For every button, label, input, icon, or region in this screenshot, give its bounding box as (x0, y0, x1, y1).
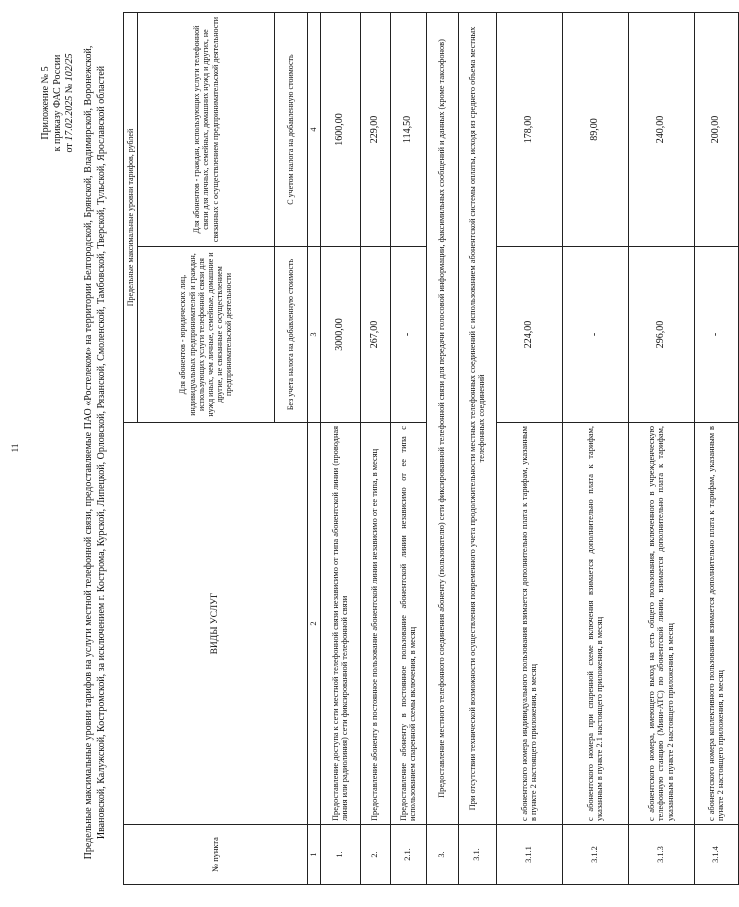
date-prefix: от (64, 143, 75, 153)
header-services: ВИДЫ УСЛУГ (124, 423, 308, 825)
table-row (562, 12, 628, 884)
service-description: Предоставление доступа к сети местной телефонной связи независимо от типа абонентской линии (проводная линия или радиолиния) сети фиксированной телефонной связи (320, 423, 360, 825)
table-row (496, 12, 562, 884)
header-vat-included: С учетом налога на добавленную стоимость (275, 12, 308, 246)
tariff-vat-included: 200,00 (694, 12, 738, 246)
item-number: 3.1. (458, 825, 496, 885)
tariff-table (123, 12, 739, 885)
header-category-citizens: Для абонентов - граждан, использующих услуги телефонной связи для личных, семейных, домашних нужд и других, не связанных с осуществлением предпринимательской деятельности (138, 12, 275, 246)
service-description: с абонентского номера коллективного пользования взимается дополнительно плата к тарифам, указанным в пункте 2 настоящего приложения, в месяц (694, 423, 738, 825)
item-number: 3.1.1 (496, 825, 562, 885)
tariff-vat-included: 1600,00 (320, 12, 360, 246)
table-row (628, 12, 694, 884)
table-row (426, 12, 458, 884)
tariff-vat-excluded: 3000,00 (320, 247, 360, 423)
appendix-title: Приложение № 5 (40, 66, 51, 140)
service-description: с абонентского номера, имеющего выход на сеть общего пользования, включенного в учрежденческую телефонную станцию (Мини-АТС) по абонентской линии, взимается дополнительно плата к тарифам, указанным в пункте 2 настоящего приложения, в месяц (628, 423, 694, 825)
item-number: 3.1.4 (694, 825, 738, 885)
service-description: Предоставление абоненту в постоянное пользование абонентской линии независимо от ее типа, в месяц (360, 423, 390, 825)
appendix-header (40, 18, 76, 188)
table-row (458, 12, 496, 884)
appendix-order-ref: к приказу ФАС России (52, 54, 63, 152)
service-description: с абонентского номера индивидуального пользования взимается дополнительно плата к тарифам, указанным в пункте 2 настоящего приложения, в месяц (496, 423, 562, 825)
item-number: 1. (320, 825, 360, 885)
item-number: 3. (426, 825, 458, 885)
table-row (320, 12, 360, 884)
tariff-vat-excluded: 267,00 (360, 247, 390, 423)
tariff-vat-excluded: - (694, 247, 738, 423)
table-row (694, 12, 738, 884)
tariff-vat-excluded: - (562, 247, 628, 423)
service-description: с абонентского номера при спаренной схеме включения взимается дополнительно плата к тарифам, указанным в пункте 2.1 настоящего приложения, в месяц (562, 423, 628, 825)
column-index: 3 (308, 247, 321, 423)
section-heading: При отсутствии технической возможности осуществления повременного учета продолжительности местных телефонных соединений с использованием абонентской системы оплаты, исходя из среднего объема местных телефонных соединений (458, 12, 496, 824)
item-number: 3.1.3 (628, 825, 694, 885)
tariff-vat-included: 114,50 (390, 12, 426, 246)
header-item-number: № пункта (124, 825, 308, 885)
order-number: 102/25 (64, 53, 75, 82)
column-index: 1 (308, 825, 321, 885)
page-number: 11 (10, 443, 20, 453)
tariff-vat-included: 229,00 (360, 12, 390, 246)
table-row (390, 12, 426, 884)
item-number: 2. (360, 825, 390, 885)
header-category-legal: Для абонентов - юридических лиц, индивидуальных предпринимателей и граждан, использующих услуги телефонной связи для нужд иных, чем личные, семейные, домашние и другие, не связанные с осуществлением предпринимательской деятельности (138, 247, 275, 423)
column-index: 2 (308, 423, 321, 825)
table-row (360, 12, 390, 884)
tariff-vat-included: 240,00 (628, 12, 694, 246)
item-number: 2.1. (390, 825, 426, 885)
header-vat-excluded: Без учета налога на добавленную стоимость (275, 247, 308, 423)
tariff-vat-excluded: - (390, 247, 426, 423)
section-heading: Предоставление местного телефонного соединения абоненту (пользователю) сети фиксированной телефонной связи для передачи голосовой информации, факсимильных сообщений и данных (кроме таксофонов) (426, 12, 458, 824)
tariff-vat-excluded: 296,00 (628, 247, 694, 423)
header-tariff-group: Предельные максимальные уровни тарифов, рублей (124, 12, 138, 422)
tariff-vat-included: 89,00 (562, 12, 628, 246)
document-intro: Предельные максимальные уровни тарифов на услуги местной телефонной связи, предоставляемые ПАО «Ростелеком» на территории Белгородской, Брянской, Владимирской, Воронежской, Ивановской, Калужской, Костромской, за исключением г. Кострома, Курской, Липецкой, Орловской, Рязанской, Смоленской, Тамбовской, Тверской, Тульской, Ярославской областей (83, 45, 107, 860)
item-number: 3.1.2 (562, 825, 628, 885)
order-date: 17.02.2025 (64, 95, 75, 141)
service-description: Предоставление абоненту в постоянное пользование абонентской линии независимо от ее типа с использованием спаренной схемы включения, в месяц (390, 423, 426, 825)
appendix-order-date-line (64, 18, 76, 188)
number-prefix: № (64, 83, 75, 94)
tariff-vat-included: 178,00 (496, 12, 562, 246)
column-index: 4 (308, 12, 321, 246)
tariff-vat-excluded: 224,00 (496, 247, 562, 423)
